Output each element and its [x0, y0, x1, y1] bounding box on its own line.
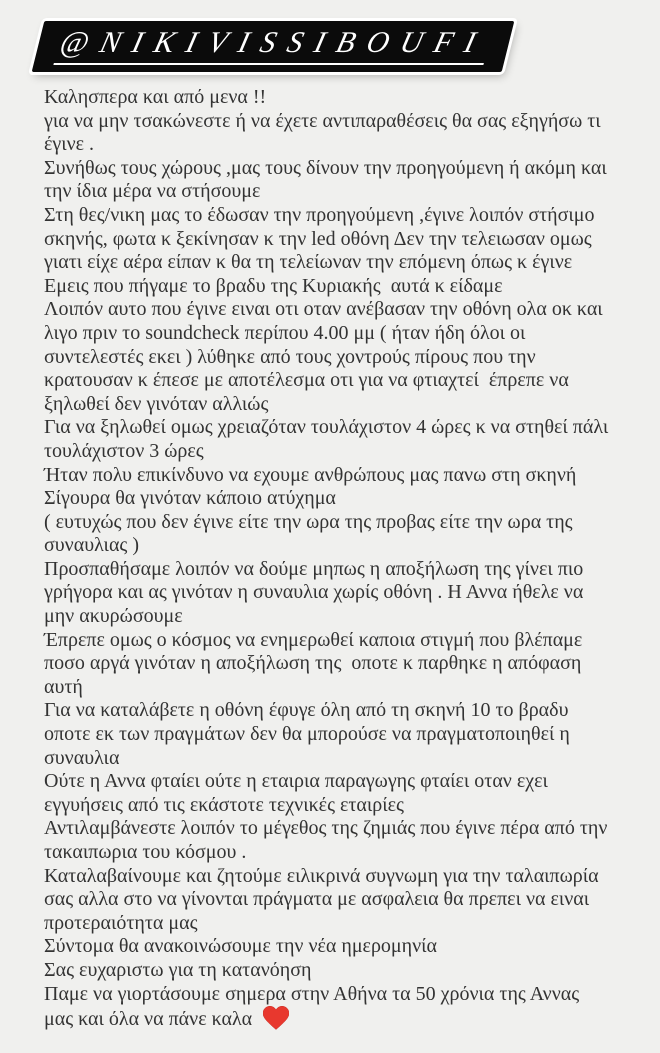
text-line: Σας ευχαριστω για τη κατανόηση: [44, 958, 312, 981]
text-line: γρήγορα και ας γινόταν η συναυλια χωρίς οθόνη . Η Αννα ήθελε να: [44, 581, 584, 604]
text-line: Αντιλαμβάνεστε λοιπόν το μέγεθος της ζημιάς που έγινε πέρα από την: [44, 817, 608, 840]
post-text: [44, 86, 644, 1032]
text-line: ( ευτυχώς που δεν έγινε είτε την ωρα της προβας είτε την ωρα της: [44, 510, 573, 533]
text-line: για να μην τσακώνεστε ή να έχετε αντιπαραθέσεις θα σας εξηγήσω τι: [44, 109, 601, 132]
text-line: ποσο αργά γινόταν η αποξήλωση της οποτε κ παρθηκε η απόφαση: [44, 652, 582, 675]
text-line: έγινε .: [44, 133, 95, 156]
text-line: Εμεις που πήγαμε το βραδυ της Κυριακής αυτά κ είδαμε: [44, 274, 503, 297]
text-line: κρατουσαν κ έπεσε με αποτέλεσμα οτι για να φτιαχτεί έπρεπε να: [44, 369, 569, 392]
text-line: προτεραιότητα μας: [44, 911, 198, 934]
text-line-last: [44, 1006, 644, 1032]
last-line-text: μας και όλα να πάνε καλα: [44, 1008, 253, 1031]
text-line: τουλάχιστον 3 ώρες: [44, 439, 204, 462]
text-line: Καλησπερα και από μενα !!: [44, 86, 267, 108]
text-line: Σίγουρα θα γινόταν κάποιο ατύχημα: [44, 487, 336, 510]
text-line: οποτε εκ των πραγμάτων δεν θα μπορούσε να πραγματοποιηθεί η: [44, 723, 570, 746]
text-line: τακαιπωρια του κόσμου .: [44, 841, 247, 863]
text-line: αυτή: [44, 675, 83, 698]
text-line: Για να καταλάβετε η οθόνη έφυγε όλη από τη σκηνή 10 το βραδυ: [44, 699, 569, 722]
text-line: ξηλωθεί δεν γινόταν αλλιώς: [44, 392, 269, 415]
text-line: Καταλαβαίνουμε και ζητούμε ειλικρινά συγνωμη για την ταλαιπωρία: [44, 864, 599, 887]
text-line: Ούτε η Αννα φταίει ούτε η εταιρια παραγωγης φταίει οταν εχει: [44, 770, 548, 793]
text-line: Προσπαθήσαμε λοιπόν να δούμε μηπως η αποξήλωση της γίνει πιο: [44, 557, 584, 580]
text-line: Ήταν πολυ επικίνδυνο να εχουμε ανθρώπους μας πανω στη σκηνή: [44, 463, 577, 486]
text-line: Παμε να γιορτάσουμε σημερα στην Αθήνα τα 50 χρόνια της Αννας: [44, 982, 580, 1005]
text-lines: [44, 86, 644, 1006]
text-line: Λοιπόν αυτο που έγινε ειναι οτι οταν ανέβασαν την οθόνη ολα οκ και: [44, 298, 603, 321]
text-line: Έπρεπε ομως ο κόσμος να ενημερωθεί καποια στιγμή που βλέπαμε: [44, 628, 583, 651]
text-line: συναυλιας ): [44, 534, 139, 557]
text-line: σκηνής, φωτα κ ξεκίνησαν κ την led οθόνη Δεν την τελειωσαν ομως: [44, 227, 592, 250]
text-line: συναυλια: [44, 746, 120, 769]
text-line: γιατι είχε αέρα είπαν κ θα τη τελείωναν την επόμενη όπως κ έγινε: [44, 251, 573, 274]
text-line: την ίδια μέρα να στήσουμε: [44, 180, 261, 203]
text-line: λιγο πριν το soundcheck περίπου 4.00 μμ ( ήταν ήδη όλοι οι: [44, 321, 526, 344]
text-line: Σύντομα θα ανακοινώσουμε την νέα ημερομηνία: [44, 935, 438, 958]
red-heart-icon: [263, 1006, 289, 1032]
text-line: μην ακυρώσουμε: [44, 605, 183, 628]
username-banner[interactable]: [32, 21, 515, 72]
text-line: συντελεστές εκει ) λύθηκε από τους χοντρούς πίρους που την: [44, 345, 536, 368]
text-line: Για να ξηλωθεί ομως χρειαζόταν τουλάχιστον 4 ώρες κ να στηθεί πάλι: [44, 416, 609, 439]
text-line: Συνήθως τους χώρους ,μας τους δίνουν την προηγούμενη ή ακόμη και: [44, 156, 607, 179]
username-handle: @NIKIVISSIBOUFI: [53, 26, 493, 65]
text-line: Στη θες/νικη μας το έδωσαν την προηγούμενη ,έγινε λοιπόν στήσιμο: [44, 203, 595, 226]
text-line: εγγυήσεις από τις εκάστοτε τεχνικές εταιρίες: [44, 793, 404, 816]
text-line: σας αλλα στο να γίνονται πράγματα με ασφαλεια θα πρεπει να ειναι: [44, 888, 590, 911]
